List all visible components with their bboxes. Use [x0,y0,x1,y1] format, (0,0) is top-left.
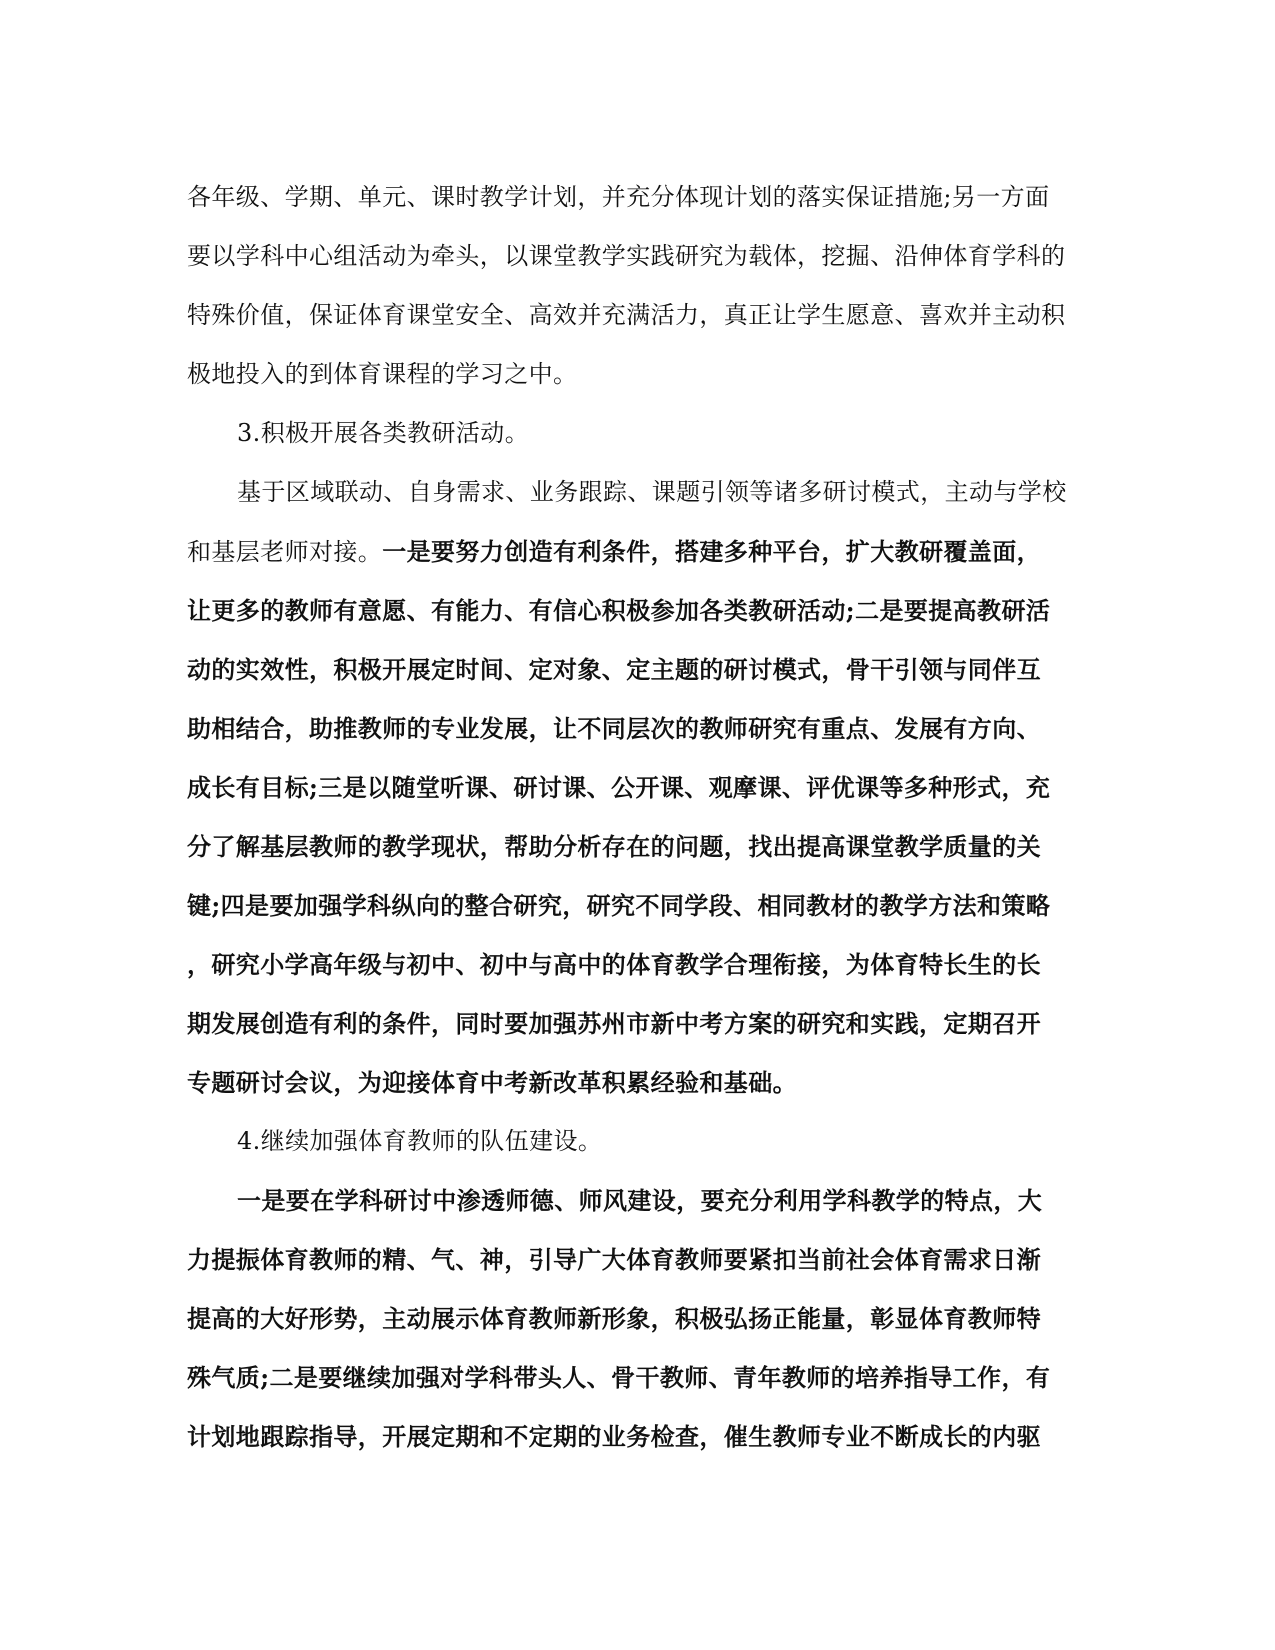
text-line: 特殊价值，保证体育课堂安全、高效并充满活力，真正让学生愿意、喜欢并主动积 [187,301,1066,329]
bold-text-line: 专题研讨会议，为迎接体育中考新改革积累经验和基础。 [187,1068,797,1097]
bold-text-line: 殊气质;二是要继续加强对学科带头人、骨干教师、青年教师的培养指导工作，有 [187,1363,1051,1392]
bold-text-line: 成长有目标;三是以随堂听课、研讨课、公开课、观摩课、评优课等多种形式，充 [187,773,1051,802]
bold-text-line: 计划地跟踪指导，开展定期和不定期的业务检查，催生教师专业不断成长的内驱 [187,1422,1041,1451]
bold-text-line: 分了解基层教师的教学现状，帮助分析存在的问题，找出提高课堂教学质量的关 [187,832,1041,861]
text-line: 极地投入的到体育课程的学习之中。 [187,360,578,388]
bold-text-segment: 一是要努力创造有利条件，搭建多种平台，扩大教研覆盖面， [382,537,1042,566]
bold-text-line: 力提振体育教师的精、气、神，引导广大体育教师要紧扣当前社会体育需求日渐 [187,1245,1041,1274]
bold-text-line: ，研究小学高年级与初中、初中与高中的体育教学合理衔接，为体育特长生的长 [187,950,1041,979]
text-line: 各年级、学期、单元、课时教学计划，并充分体现计划的落实保证措施;另一方面 [187,183,1050,211]
bold-paragraph-first-line: 一是要在学科研讨中渗透师德、师风建设，要充分利用学科教学的特点，大 [237,1186,1043,1215]
bold-text-line: 动的实效性，积极开展定时间、定对象、定主题的研讨模式，骨干引领与同伴互 [187,655,1041,684]
bold-text-line: 提高的大好形势，主动展示体育教师新形象，积极弘扬正能量，彰显体育教师特 [187,1304,1041,1333]
paragraph-first-line: 基于区域联动、自身需求、业务跟踪、课题引领等诸多研讨模式，主动与学校 [237,478,1067,506]
text-segment: 和基层老师对接。 [187,538,383,566]
bold-text-line: 期发展创造有利的条件，同时要加强苏州市新中考方案的研究和实践，定期召开 [187,1009,1041,1038]
bold-text-line: 助相结合，助推教师的专业发展，让不同层次的教师研究有重点、发展有方向、 [187,714,1041,743]
text-line: 要以学科中心组活动为牵头，以课堂教学实践研究为载体，挖掘、沿伸体育学科的 [187,242,1066,270]
bold-text-line: 让更多的教师有意愿、有能力、有信心积极参加各类教研活动;二是要提高教研活 [187,596,1051,625]
section-heading-4: 4.继续加强体育教师的队伍建设。 [237,1127,603,1155]
text-line [187,522,1087,581]
bold-text-line: 键;四是要加强学科纵向的整合研究，研究不同学段、相同教材的教学方法和策略 [187,891,1051,920]
document-body [187,168,1087,1466]
section-heading-3: 3.积极开展各类教研活动。 [237,419,530,447]
